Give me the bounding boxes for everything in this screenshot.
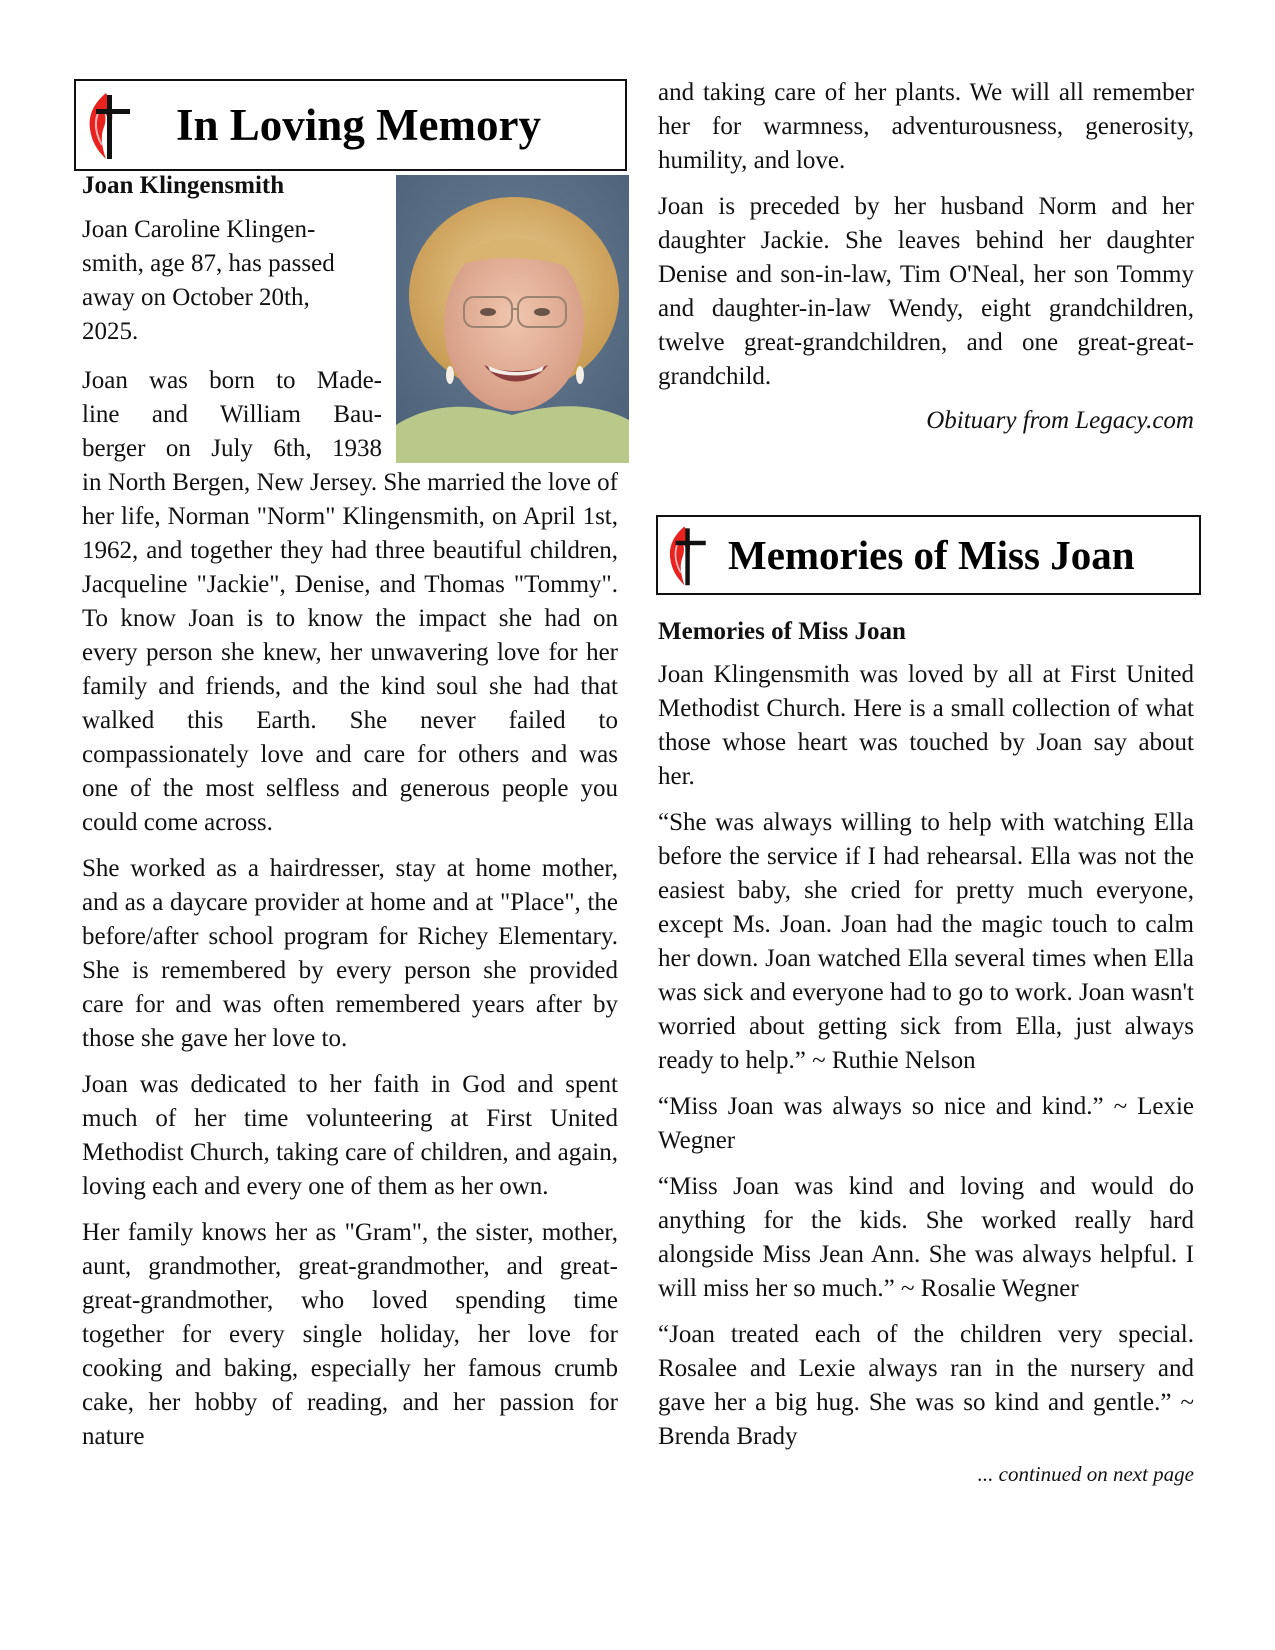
memory-quote: “Miss Joan was always so nice and kind.” ~ Lexie Wegner [658, 1093, 1194, 1154]
born-line: berger on July 6th, 1938 [82, 435, 382, 462]
intro-line: Joan Caroline Klingen- [82, 216, 316, 243]
born-line: line and William Bau- [82, 401, 382, 428]
faith-paragraph: Joan was dedicated to her faith in God and spent much of her time volunteering at First United Methodist Church, taking care of children, and again, loving each and every one of them as her own. [82, 1071, 618, 1200]
memories-body [658, 658, 1194, 1488]
cross-and-flame-icon [664, 523, 712, 587]
obituary-name-heading: Joan Klingensmith [82, 172, 285, 199]
memory-quote: “Joan treated each of the children very special. Rosalee and Lexie always ran in the nursery and gave her a big hug. She was so kind and gentle.” ~ Brenda Brady [658, 1321, 1194, 1450]
born-line: Joan was born to Made- [82, 367, 382, 394]
born-paragraph-wrap [82, 364, 382, 466]
memories-title: Memories of Miss Joan [728, 532, 1135, 578]
portrait-photo-image [396, 175, 629, 463]
memory-quote: “Miss Joan was kind and loving and would do anything for the kids. She worked really hard alongside Miss Jean Ann. She was always helpful. I will miss her so much.” ~ Rosalie Wegner [658, 1173, 1194, 1302]
work-paragraph: She worked as a hairdresser, stay at home mother, and as a daycare provider at home and at "Place", the before/after school program for Richey Elementary. She is remembered by every person she provided care for and was often remembered years after by those she gave her love to. [82, 855, 618, 1052]
memories-subheading: Memories of Miss Joan [658, 618, 906, 645]
source-credit: Obituary from Legacy.com [926, 407, 1194, 434]
in-loving-memory-header [74, 79, 627, 171]
born-paragraph-continued: in North Bergen, New Jersey. She married the love of her life, Norman "Norm" Klingensmith, on April 1st, 1962, and together they had three beautiful children, Jacqueline "Jackie", Denise, and Thomas "Tommy". To know Joan is to know the impact she had on every person she knew, her unwavering love for her family and friends, and the kind soul she had that walked this Earth. She never failed to compassionately love and care for others and was one of the most selfless and generous people you could come across. [82, 469, 618, 836]
memories-intro: Joan Klingensmith was loved by all at First United Methodist Church. Here is a small collection of what those whose heart was touched by Joan say about her. [658, 661, 1194, 790]
family-paragraph: Her family knows her as "Gram", the sister, mother, aunt, grandmother, great-grandmother, and great-great-grandmother, who loved spending time together for every single holiday, her love for cooking and baking, especially her famous crumb cake, her hobby of reading, and her passion for nature [82, 1219, 618, 1450]
intro-line: 2025. [82, 318, 139, 345]
page-title: In Loving Memory [176, 100, 541, 150]
memories-header [656, 515, 1201, 595]
survivors-paragraph: Joan is preceded by her husband Norm and her daughter Jackie. She leaves behind her daughter Denise and son-in-law, Tim O'Neal, her son Tommy and daughter-in-law Wendy, eight grandchildren, twelve great-grandchildren, and one great-great-grandchild. [658, 193, 1194, 390]
memory-quote: “She was always willing to help with watching Ella before the service if I had rehearsal. Ella was not the easiest baby, she cried for pretty much everyone, except Ms. Joan. Joan had the magic touch to calm her down. Joan watched Ella several times when Ella was sick and everyone had to go to work. Joan wasn't worried about getting sick from Ella, just always ready to help.” ~ Ruthie Nelson [658, 809, 1194, 1074]
portrait-photo [396, 175, 629, 463]
continued-note: ... continued on next page [977, 1462, 1194, 1486]
right-top-body [658, 76, 1194, 438]
continued-paragraph: and taking care of her plants. We will all remember her for warmness, adventurousness, generosity, humility, and love. [658, 79, 1194, 174]
intro-line: away on October 20th, [82, 284, 310, 311]
obituary-intro [82, 213, 382, 349]
cross-and-flame-icon [84, 89, 136, 161]
left-body [82, 466, 618, 1454]
intro-line: smith, age 87, has passed [82, 250, 335, 277]
